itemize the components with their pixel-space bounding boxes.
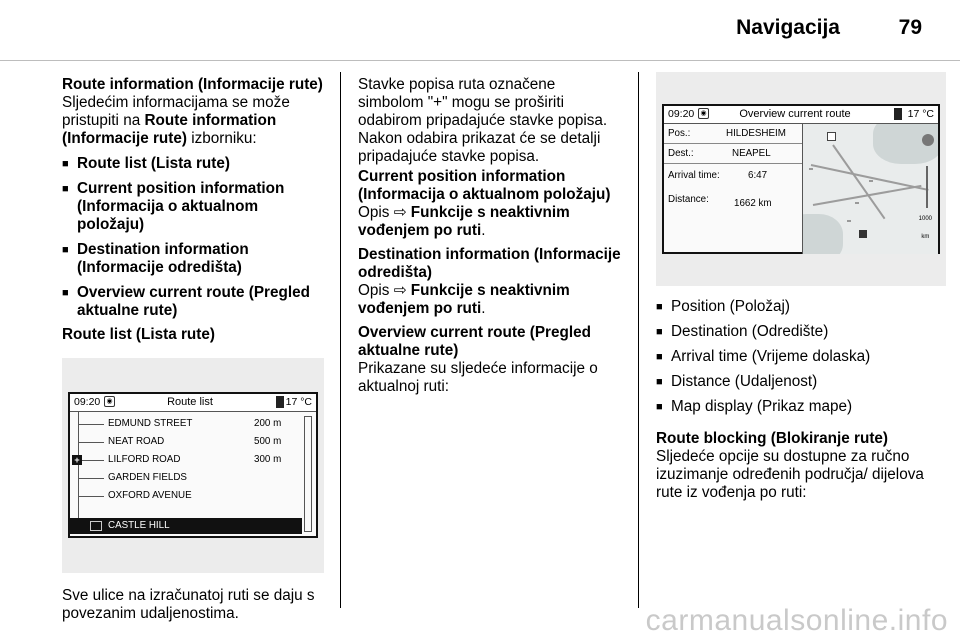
route-information-intro: Sljedećim informacijama se može pristupiti na Route information (Informacije rute) izborniku: <box>62 94 290 147</box>
map-water <box>803 214 843 254</box>
destination-flag-icon <box>90 521 102 531</box>
overview-route-screen <box>662 104 940 254</box>
expandable-items-text: Stavke popisa ruta označene simbolom "+" mogu se proširiti odabirom pripadajuće stavke popisa. Nakon odabira prikazat će se detalji pripadajuće stavke popisa. <box>358 76 608 165</box>
bullet-icon: ■ <box>656 301 663 313</box>
column-1 <box>62 76 324 623</box>
bullet-icon: ■ <box>62 244 69 256</box>
bullet-icon: ■ <box>656 326 663 338</box>
list-item: ■ Destination (Odredište) <box>656 323 829 340</box>
bullet-icon: ■ <box>656 351 663 363</box>
list-item: ■ Route list (Lista rute) <box>62 155 230 172</box>
route-list-screenshot <box>62 358 324 573</box>
overview-route-screenshot <box>656 72 946 286</box>
thermometer-icon <box>894 108 902 120</box>
overview-info-list <box>656 298 946 416</box>
list-item: ■ Distance (Udaljenost) <box>656 373 818 390</box>
list-item: ■ Arrival time (Vrijeme dolaska) <box>656 348 871 365</box>
row-divider <box>664 143 802 144</box>
list-item: ■ Position (Položaj) <box>656 298 791 315</box>
map-city-marker <box>855 202 859 204</box>
thermometer-icon <box>276 396 284 408</box>
header-divider <box>0 60 960 61</box>
route-blocking-heading: Route blocking (Blokiranje rute) <box>656 430 889 447</box>
destination-flag-icon <box>827 132 836 141</box>
cross-reference-link[interactable]: Funkcije s neaktivnim vođenjem po ruti <box>358 204 570 239</box>
expand-plus-icon[interactable]: + <box>72 455 82 465</box>
overview-route-heading: Overview current route (Pregled aktualne rute) <box>358 324 591 359</box>
route-tree-branch <box>78 442 104 443</box>
column-3 <box>656 72 946 502</box>
map-road <box>813 185 922 206</box>
clock: 09:20 <box>74 396 101 408</box>
watermark: carmanualsonline.info <box>645 604 948 637</box>
route-list-row[interactable]: NEAT ROAD 500 m <box>108 436 282 447</box>
page-number: 79 <box>898 16 922 39</box>
screen-status-bar <box>70 394 316 412</box>
row-divider <box>664 163 802 164</box>
route-blocking-text: Sljedeće opcije su dostupne za ručno izuzimanje određenih područja/ dijelova rute iz vođenja po ruti: <box>656 448 924 501</box>
screen-title: Route list <box>167 396 213 408</box>
bullet-icon: ■ <box>62 158 69 170</box>
route-list-row[interactable]: LILFORD ROAD 300 m <box>108 454 282 465</box>
route-tree-branch <box>78 496 104 497</box>
route-list-row[interactable]: EDMUND STREET 200 m <box>108 418 282 429</box>
map-scale-bar <box>926 166 928 208</box>
route-list-row[interactable]: GARDEN FIELDS <box>108 472 187 483</box>
compass-icon <box>922 134 934 146</box>
bullet-icon: ■ <box>656 376 663 388</box>
destination-heading: Destination information (Informacije odredišta) <box>358 246 621 281</box>
map-scale-label: 1000 km <box>918 216 932 240</box>
route-list-screen <box>68 392 318 538</box>
navigation-icon: ◉ <box>698 108 709 119</box>
temperature: 17 °C <box>285 396 312 408</box>
route-tree-line <box>78 412 79 530</box>
route-list-row[interactable]: OXFORD AVENUE <box>108 490 192 501</box>
route-tree-branch <box>78 424 104 425</box>
route-list-subheading: Route list (Lista rute) <box>62 326 215 343</box>
column-divider-1 <box>340 72 341 608</box>
scrollbar[interactable] <box>304 416 312 532</box>
list-item: ■ Current position information (Informacija o aktualnom položaju) <box>62 180 285 233</box>
current-position-reference: Opis ⇨ Funkcije s neaktivnim vođenjem po ruti. <box>358 204 570 239</box>
column-divider-2 <box>638 72 639 608</box>
arrival-time-row: Arrival time: 6:47 <box>668 170 768 181</box>
temperature: 17 °C <box>907 108 934 120</box>
clock: 09:20 <box>668 108 695 120</box>
bullet-icon: ■ <box>62 183 69 195</box>
navigation-icon: ◉ <box>104 396 115 407</box>
map-city-marker <box>869 180 873 182</box>
arrow-right-icon: ⇨ <box>393 282 407 299</box>
position-row: Pos.: HILDESHEIM <box>668 128 786 139</box>
overview-route-text: Prikazane su sljedeće informacije o aktualnoj ruti: <box>358 360 598 395</box>
route-list-row-selected[interactable]: CASTLE HILL <box>70 518 302 534</box>
arrow-right-icon: ⇨ <box>393 204 407 221</box>
cross-reference-link[interactable]: Funkcije s neaktivnim vođenjem po ruti <box>358 282 570 317</box>
list-item: ■ Overview current route (Pregled aktualne rute) <box>62 284 310 319</box>
list-item: ■ Map display (Prikaz mape) <box>656 398 853 415</box>
route-list-caption: Sve ulice na izračunatoj ruti se daju s povezanim udaljenostima. <box>62 587 315 622</box>
bullet-icon: ■ <box>62 287 69 299</box>
vehicle-position-icon <box>859 230 867 238</box>
destination-reference: Opis ⇨ Funkcije s neaktivnim vođenjem po ruti. <box>358 282 570 317</box>
route-information-heading: Route information (Informacije rute) <box>62 76 323 93</box>
distance-row: Distance: 1662 km <box>668 194 772 209</box>
destination-row: Dest.: NEAPEL <box>668 148 771 159</box>
map-city-marker <box>809 168 813 170</box>
section-title: Navigacija <box>736 16 840 39</box>
screen-title: Overview current route <box>739 108 851 120</box>
column-2 <box>358 76 624 396</box>
route-overview-map[interactable] <box>803 124 938 254</box>
current-position-heading: Current position information (Informacija o aktualnom položaju) <box>358 168 611 203</box>
bullet-icon: ■ <box>656 401 663 413</box>
route-tree-branch <box>78 478 104 479</box>
list-item: ■ Destination information (Informacije odredišta) <box>62 241 249 276</box>
screen-status-bar <box>664 106 938 124</box>
map-city-marker <box>847 220 851 222</box>
